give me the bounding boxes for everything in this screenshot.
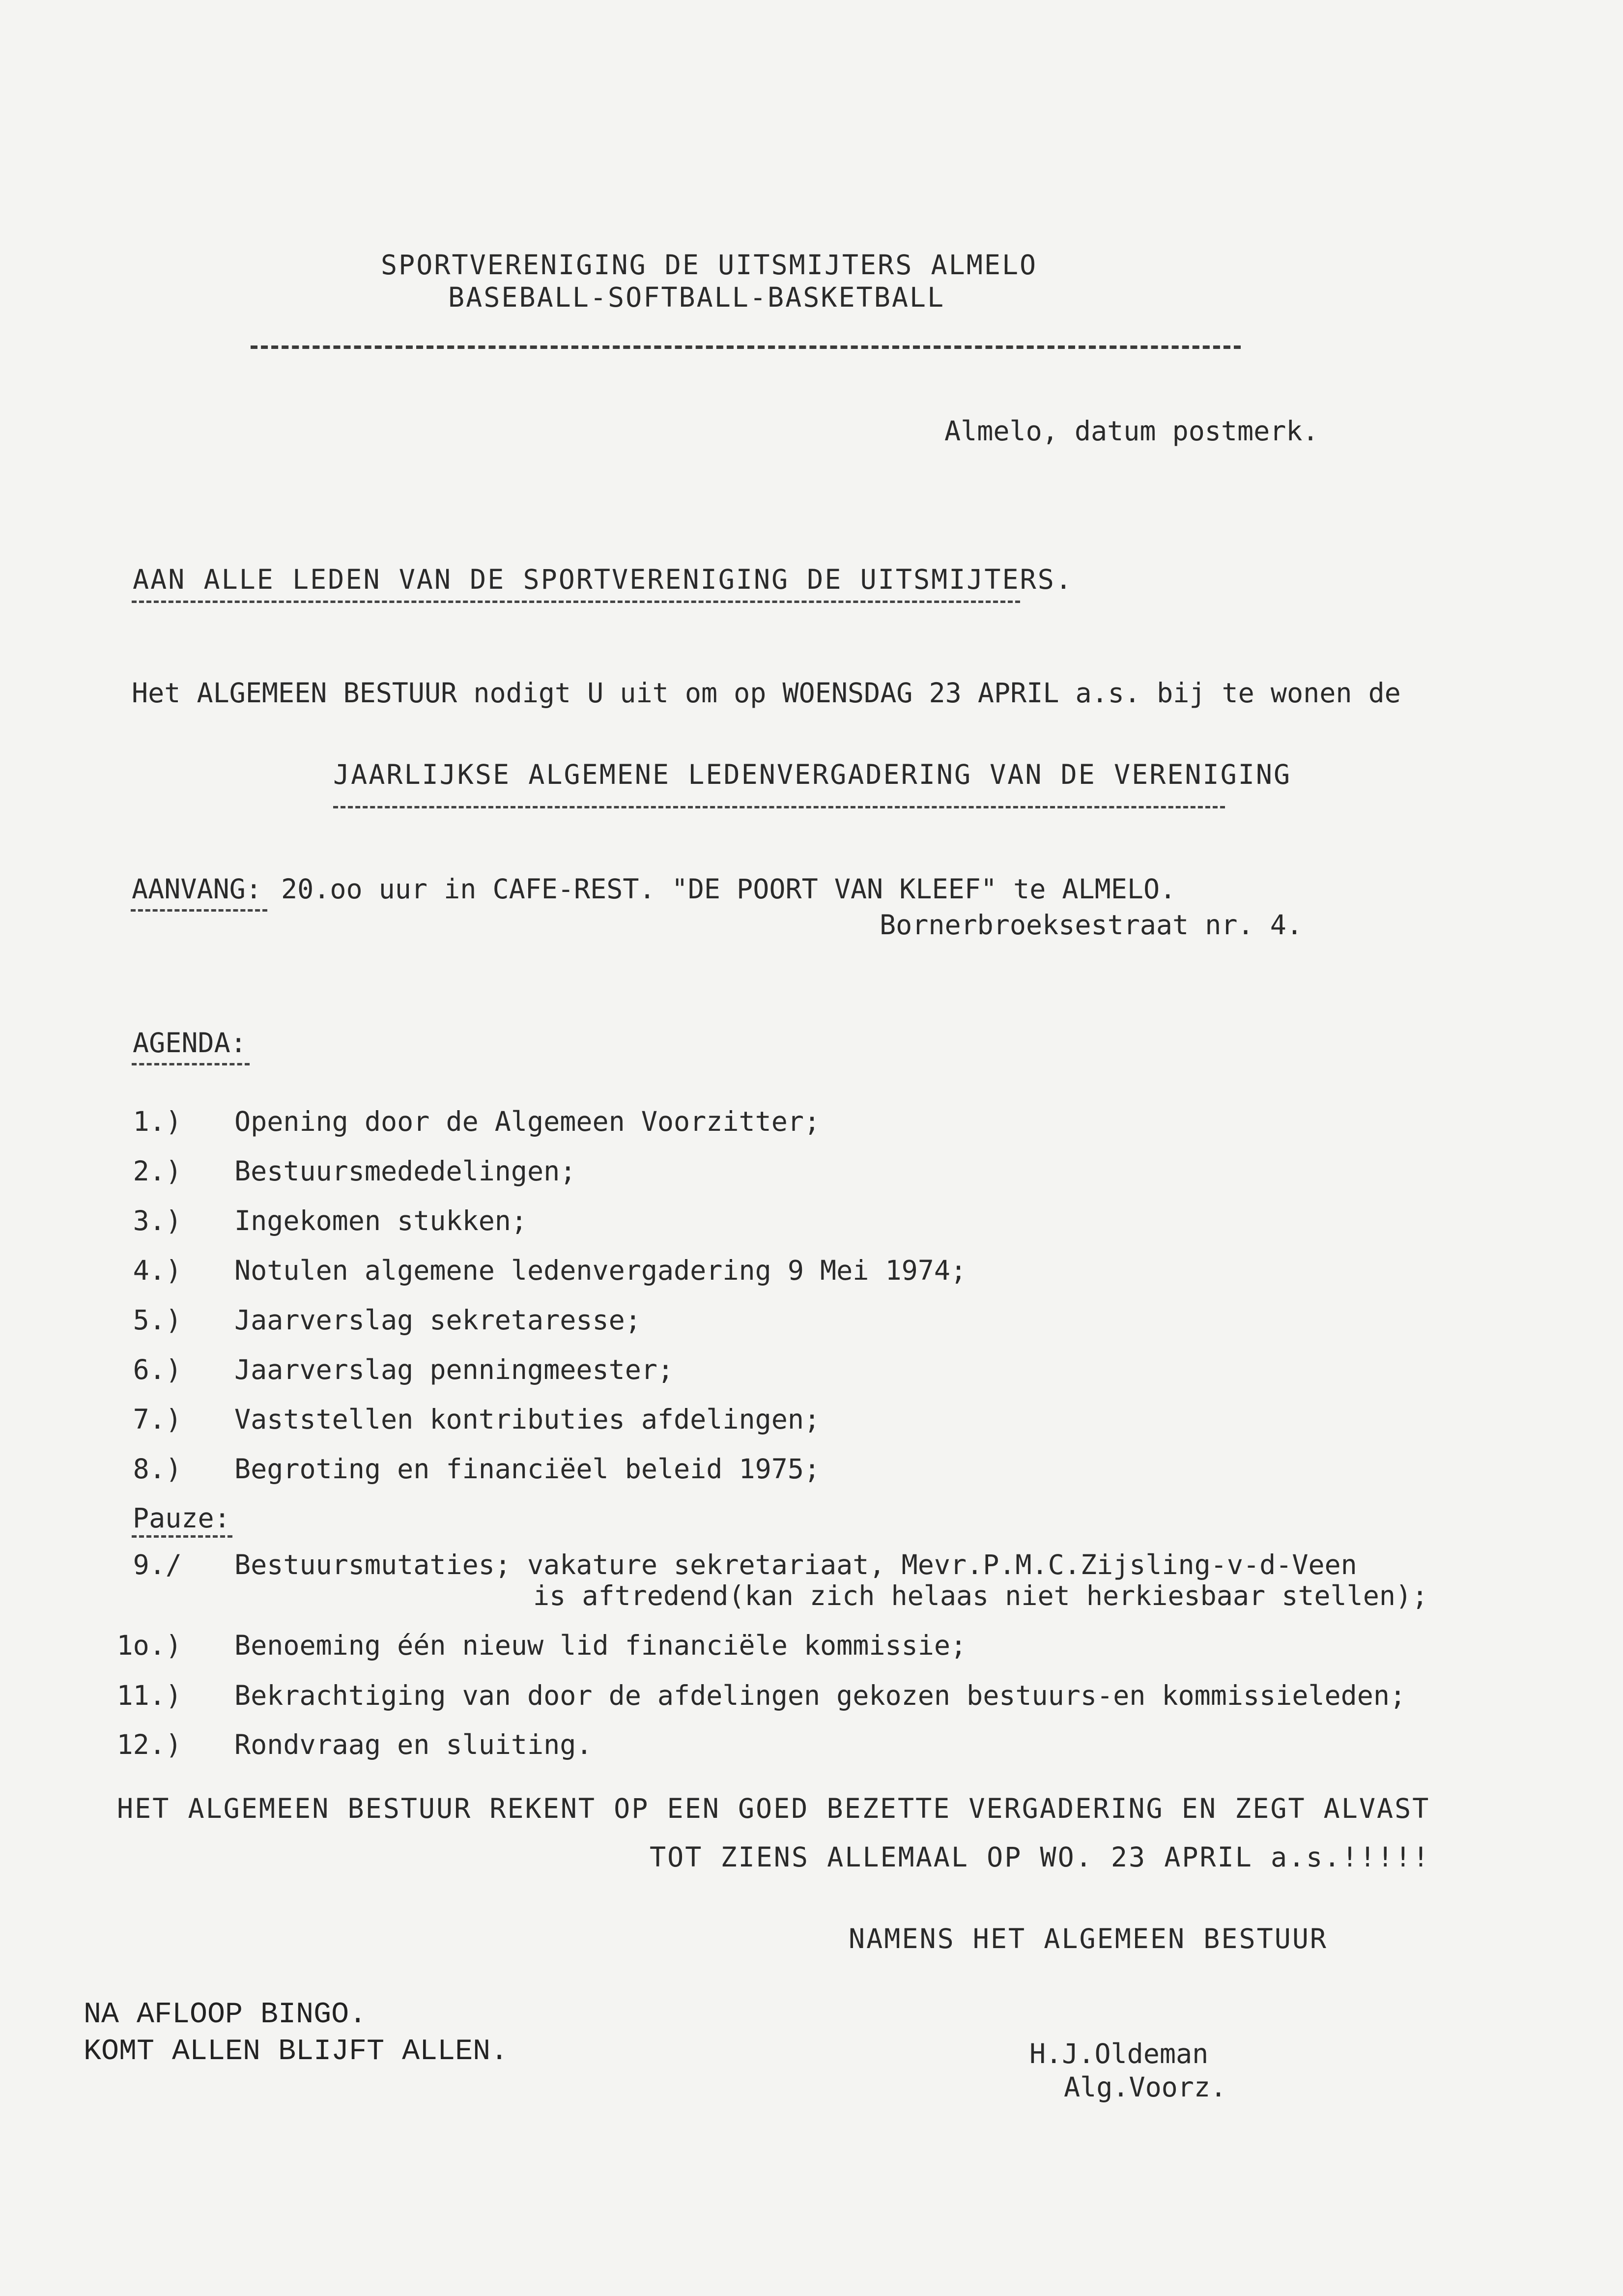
- agenda-item-number: 1.): [133, 1106, 182, 1137]
- agenda-item-text: Begroting en financiëel beleid 1975;: [234, 1453, 821, 1485]
- pause-underline: [132, 1535, 232, 1538]
- agenda-item-number: 11.): [116, 1680, 182, 1711]
- agenda-heading-underline: [132, 1063, 250, 1065]
- agenda-item-text: Opening door de Algemeen Voorzitter;: [234, 1106, 821, 1137]
- agenda-item-text: Bestuursmutaties; vakature sekretariaat, Mevr.P.M.C.Zijsling-v-d-Veen: [234, 1549, 1357, 1580]
- signatory-name: H.J.Oldeman: [1029, 2038, 1209, 2069]
- agenda-item-number: 2.): [133, 1155, 182, 1187]
- footnote-slogan: KOMT ALLEN BLIJFT ALLEN.: [84, 2035, 509, 2068]
- agenda-item-text: Notulen algemene ledenvergadering 9 Mei 1974;: [234, 1255, 967, 1286]
- agenda-item-number: 12.): [116, 1729, 182, 1760]
- agenda-item-text: Rondvraag en sluiting.: [234, 1729, 593, 1760]
- agenda-item-number: 7.): [133, 1404, 182, 1435]
- pause-heading: Pauze:: [133, 1502, 230, 1534]
- date-line: Almelo, datum postmerk.: [944, 415, 1319, 447]
- agenda-item-text: Vaststellen kontributies afdelingen;: [234, 1404, 821, 1435]
- agenda-item-number: 4.): [133, 1255, 182, 1286]
- meeting-title-underline: [333, 806, 1225, 808]
- club-sports: BASEBALL-SOFTBALL-BASKETBALL: [448, 282, 945, 313]
- meeting-title: JAARLIJKSE ALGEMENE LEDENVERGADERING VAN DE VERENIGING: [333, 759, 1292, 790]
- addressee: AAN ALLE LEDEN VAN DE SPORTVERENIGING DE UITSMIJTERS.: [133, 564, 1073, 595]
- agenda-item-number: 1o.): [116, 1630, 182, 1661]
- closing-line-1: HET ALGEMEEN BESTUUR REKENT OP EEN GOED BEZETTE VERGADERING EN ZEGT ALVAST: [117, 1793, 1430, 1824]
- footnote-bingo: NA AFLOOP BINGO.: [84, 1998, 367, 2032]
- start-label-underline: [131, 909, 267, 912]
- agenda-item-text-continued: is aftredend(kan zich helaas niet herkiesbaar stellen);: [533, 1580, 1428, 1611]
- agenda-item-text: Jaarverslag penningmeester;: [234, 1354, 674, 1385]
- agenda-item-number: 8.): [133, 1453, 182, 1485]
- header-divider: [251, 345, 1241, 349]
- closing-line-2: TOT ZIENS ALLEMAAL OP WO. 23 APRIL a.s.!!!!!: [650, 1841, 1430, 1873]
- agenda-item-number: 6.): [133, 1354, 182, 1385]
- agenda-item-text: Benoeming één nieuw lid financiële kommissie;: [234, 1630, 967, 1661]
- agenda-item-number: 9./: [133, 1549, 182, 1580]
- signatory-role: Alg.Voorz.: [1064, 2071, 1227, 2103]
- addressee-underline: [132, 601, 1020, 603]
- start-label: AANVANG:: [132, 873, 262, 905]
- agenda-item-number: 3.): [133, 1205, 182, 1236]
- agenda-item-text: Jaarverslag sekretaresse;: [234, 1304, 641, 1336]
- agenda-heading: AGENDA:: [133, 1027, 247, 1059]
- agenda-item-text: Bestuursmededelingen;: [234, 1155, 576, 1187]
- agenda-item-text: Bekrachtiging van door de afdelingen gekozen bestuurs-en kommissieleden;: [234, 1680, 1406, 1711]
- start-text: 20.oo uur in CAFE-REST. "DE POORT VAN KLEEF" te ALMELO.: [281, 873, 1176, 905]
- club-name: SPORTVERENIGING DE UITSMIJTERS ALMELO: [381, 249, 1038, 281]
- invitation-text: Het ALGEMEEN BESTUUR nodigt U uit om op WOENSDAG 23 APRIL a.s. bij te wonen de: [132, 677, 1401, 709]
- venue-address: Bornerbroeksestraat nr. 4.: [880, 909, 1303, 941]
- agenda-item-text: Ingekomen stukken;: [234, 1205, 528, 1236]
- agenda-item-number: 5.): [133, 1304, 182, 1336]
- on-behalf-line: NAMENS HET ALGEMEEN BESTUUR: [849, 1923, 1328, 1954]
